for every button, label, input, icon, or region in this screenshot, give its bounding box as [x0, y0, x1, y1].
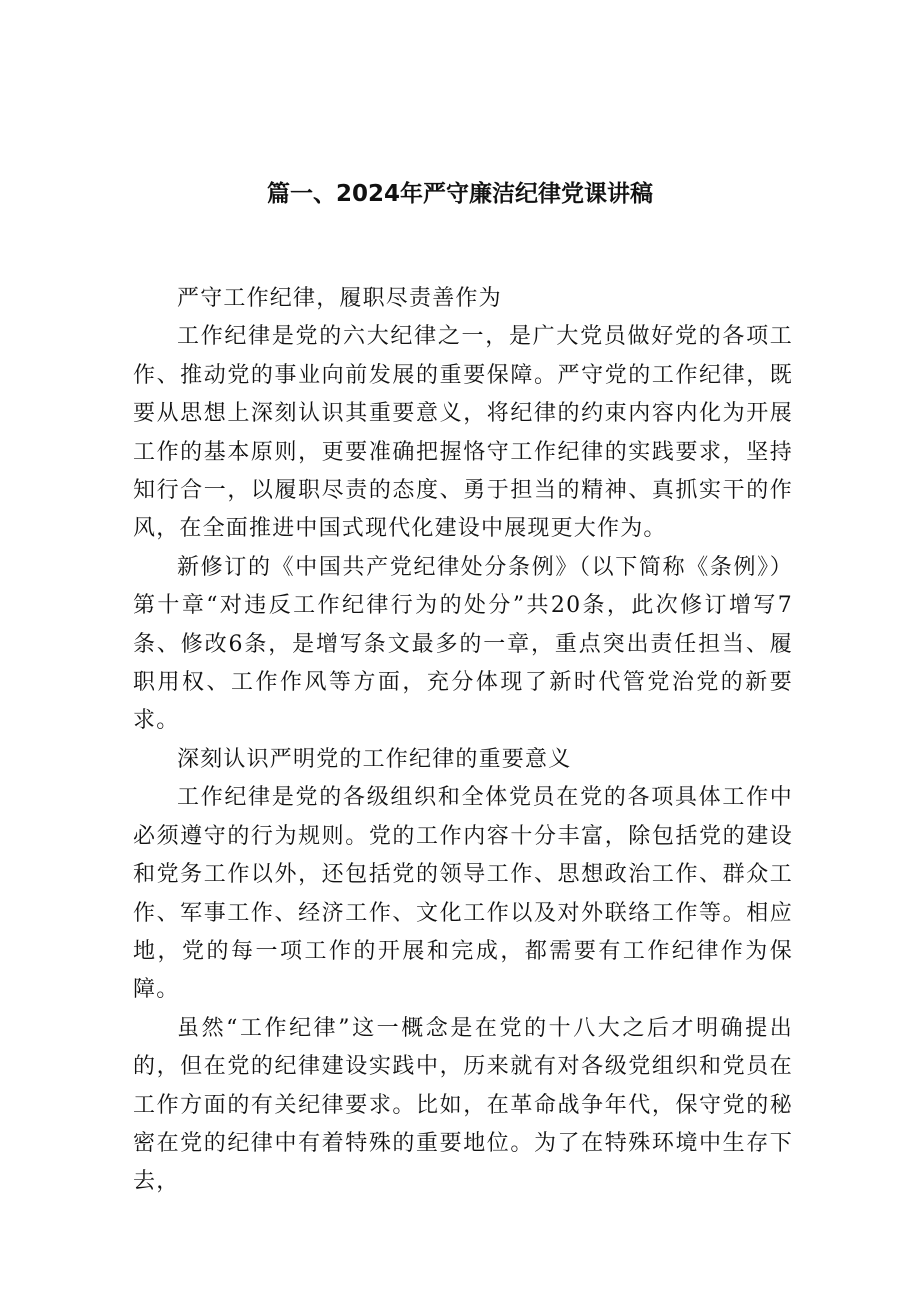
body-paragraph: 工作纪律是党的六大纪律之一，是广大党员做好党的各项工作、推动党的事业向前发展的重要保障。严守党的工作纪律，既要从思想上深刻认识其重要意义，将纪律的约束内容内化为开展工作的基本原则，更要准确把握恪守工作纪律的实践要求，坚持知行合一，以履职尽责的态度、勇于担当的精神、真抓实干的作风，在全面推进中国式现代化建设中展现更大作为。: [133, 324, 793, 542]
document-title: 篇一、2024年严守廉洁纪律党课讲稿: [266, 181, 653, 207]
body-paragraph: 新修订的《中国共产党纪律处分条例》（以下简称《条例》）第十章“对违反工作纪律行为的处分”共20条，此次修订增写7条、修改6条，是增写条文最多的一章，重点突出责任担当、履职用权、工作作风等方面，充分体现了新时代管党治党的新要求。: [133, 554, 793, 734]
body-paragraph: 工作纪律是党的各级组织和全体党员在党的各项具体工作中必须遵守的行为规则。党的工作内容十分丰富，除包括党的建设和党务工作以外，还包括党的领导工作、思想政治工作、群众工作、军事工作、经济工作、文化工作以及对外联络工作等。相应地，党的每一项工作的开展和完成，都需要有工作纪律作为保障。: [133, 785, 793, 1003]
document-body: [133, 280, 793, 1202]
body-paragraph: 虽然“工作纪律”这一概念是在党的十八大之后才明确提出的，但在党的纪律建设实践中，历来就有对各级党组织和党员在工作方面的有关纪律要求。比如，在革命战争年代，保守党的秘密在党的纪律中有着特殊的重要地位。为了在特殊环境中生存下去，: [133, 1015, 793, 1195]
section-heading: 严守工作纪律，履职尽责善作为: [177, 286, 502, 311]
section-heading: 深刻认识严明党的工作纪律的重要意义: [177, 746, 572, 772]
